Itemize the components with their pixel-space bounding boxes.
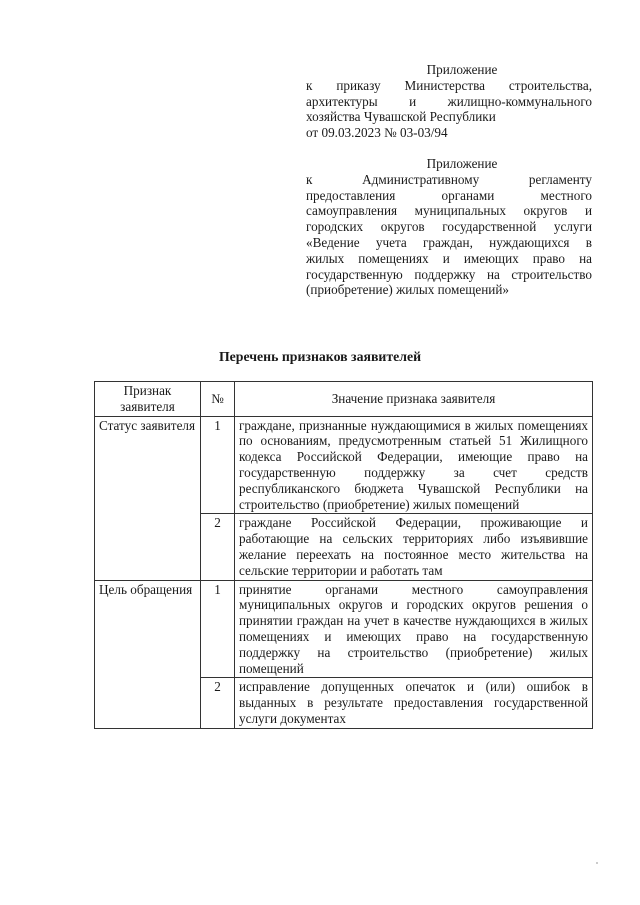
appendix-line: самоуправления муниципальных округов и xyxy=(306,203,592,219)
table-header-row xyxy=(95,382,593,417)
appendix-line: архитектуры и жилищно-коммунального xyxy=(306,93,592,109)
appendix-line: жилых помещениях и имеющих право на xyxy=(306,250,592,266)
appendix-heading: Приложение xyxy=(426,62,498,77)
appendix-line: хозяйства Чувашской Республики xyxy=(306,109,496,125)
number-cell: 2 xyxy=(201,514,235,580)
appendix-line: городских округов государственной услуги xyxy=(306,219,592,235)
attribute-cell: Статус заявителя xyxy=(95,416,201,580)
scan-speck xyxy=(596,862,598,864)
value-cell: граждане, признанные нуждающимися в жилых помещениях по основаниям, предусмотренным статьей 51 Жилищного кодекса Российской Федерации, имеющие право на государственную поддержку за счет средств республиканского бюджета Чувашской Республики на строительство (приобретение) жилых помещений xyxy=(235,416,593,514)
appendix-line: к приказу Министерства строительства, xyxy=(306,77,592,93)
table-row xyxy=(95,580,593,678)
order-appendix-block xyxy=(306,62,592,141)
appendix-line: от 09.03.2023 № 03-03/94 xyxy=(306,125,448,141)
value-cell: граждане Российской Федерации, проживающие и работающие на сельских территориях либо изъявившие желание переехать на постоянное место жительства на сельские территории и работать там xyxy=(235,514,593,580)
appendix-line: предоставления органами местного xyxy=(306,187,592,203)
number-cell: 1 xyxy=(201,580,235,678)
header-number: № xyxy=(201,382,235,417)
header-attribute: Признак заявителя xyxy=(95,382,201,417)
value-cell: исправление допущенных опечаток и (или) ошибок в выданных в результате предоставления государственной услуги документах xyxy=(235,678,593,728)
header-value: Значение признака заявителя xyxy=(235,382,593,417)
appendix-line: государственную поддержку на строительство xyxy=(306,266,592,282)
appendix-line: (приобретение) жилых помещений» xyxy=(306,282,509,298)
attribute-cell: Цель обращения xyxy=(95,580,201,728)
table-row xyxy=(95,416,593,514)
appendix-line: к Административному регламенту xyxy=(306,171,592,187)
appendix-line: «Ведение учета граждан, нуждающихся в xyxy=(306,234,592,250)
regulation-appendix-block xyxy=(306,156,592,298)
appendix-heading: Приложение xyxy=(426,156,498,171)
criteria-table xyxy=(94,381,593,729)
document-title: Перечень признаков заявителей xyxy=(218,349,422,364)
number-cell: 2 xyxy=(201,678,235,728)
number-cell: 1 xyxy=(201,416,235,514)
value-cell: принятие органами местного самоуправления муниципальных округов и городских округов решения о принятии граждан на учет в качестве нуждающихся в жилых помещениях и имеющих право на государственную поддержку на строительство (приобретение) жилых помещений xyxy=(235,580,593,678)
